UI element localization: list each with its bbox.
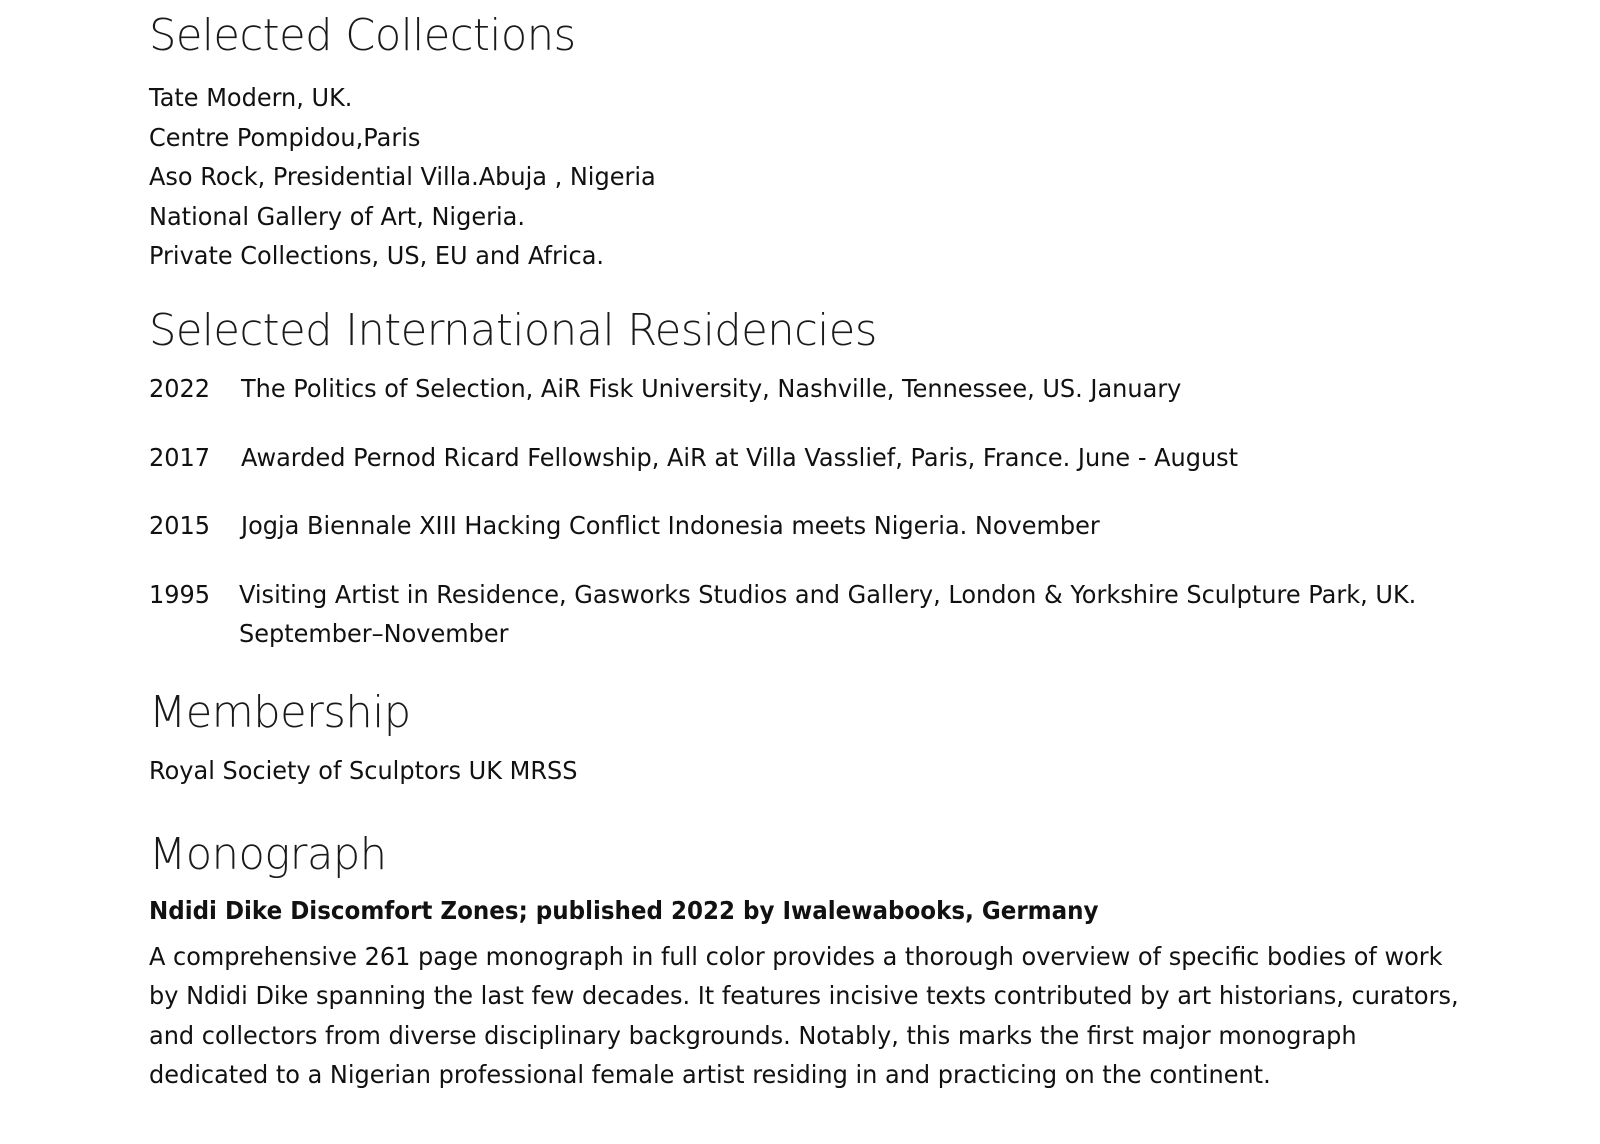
- monograph-paragraph-line: dedicated to a Nigerian professional female artist residing in and practicing on the continent.: [149, 1060, 1271, 1089]
- residency-text-line: Visiting Artist in Residence, Gasworks Studios and Gallery, London & Yorkshire Sculpture Park, UK.: [239, 579, 1417, 609]
- collection-item: Private Collections, US, EU and Africa.: [149, 241, 605, 270]
- monograph-paragraph-line: by Ndidi Dike spanning the last few decades. It features incisive texts contributed by art historians, curators,: [149, 981, 1459, 1010]
- residency-year: 1995: [149, 579, 211, 609]
- residency-text: Awarded Pernod Ricard Fellowship, AiR at Villa Vasslief, Paris, France. June - August: [241, 442, 1239, 472]
- monograph-paragraph-line: and collectors from diverse disciplinary backgrounds. Notably, this marks the first major monograph: [149, 1020, 1357, 1050]
- collections-title: Selected Collections: [149, 10, 576, 61]
- residency-text: Jogja Biennale XIII Hacking Conflict Indonesia meets Nigeria. November: [241, 511, 1100, 540]
- residency-year: 2015: [149, 511, 211, 540]
- monograph-section: [149, 829, 1461, 1095]
- collections-section: [149, 10, 1461, 276]
- residency-year: 2017: [149, 442, 211, 472]
- monograph-title: Monograph: [149, 829, 387, 880]
- residency-item: [149, 575, 1461, 654]
- residency-text: The Politics of Selection, AiR Fisk University, Nashville, Tennessee, US. January: [241, 374, 1182, 403]
- residency-text-line: September–November: [239, 619, 509, 648]
- residencies-list: [149, 369, 1461, 654]
- monograph-paragraph-line: A comprehensive 261 page monograph in full color provides a thorough overview of specific bodies of work: [149, 941, 1443, 971]
- monograph-paragraph: [149, 937, 1461, 1095]
- monograph-heading: Ndidi Dike Discomfort Zones; published 2022 by Iwalewabooks, Germany: [149, 896, 1099, 925]
- collection-item: National Gallery of Art, Nigeria.: [149, 201, 525, 231]
- residency-item: [149, 369, 1461, 409]
- membership-section: [149, 687, 1461, 791]
- collections-list: [149, 78, 1461, 276]
- membership-text: Royal Society of Sculptors UK MRSS: [149, 756, 578, 785]
- residency-year: 2022: [149, 374, 211, 403]
- residency-item: [149, 438, 1461, 478]
- collection-item: Aso Rock, Presidential Villa.Abuja , Nigeria: [149, 162, 656, 191]
- collection-item: Tate Modern, UK.: [149, 83, 353, 112]
- collection-item: Centre Pompidou,Paris: [149, 122, 421, 152]
- residency-text: [239, 575, 1416, 654]
- residencies-title: Selected International Residencies: [149, 305, 877, 356]
- residency-item: [149, 506, 1461, 546]
- residencies-section: [149, 305, 1461, 654]
- membership-title: Membership: [149, 687, 411, 738]
